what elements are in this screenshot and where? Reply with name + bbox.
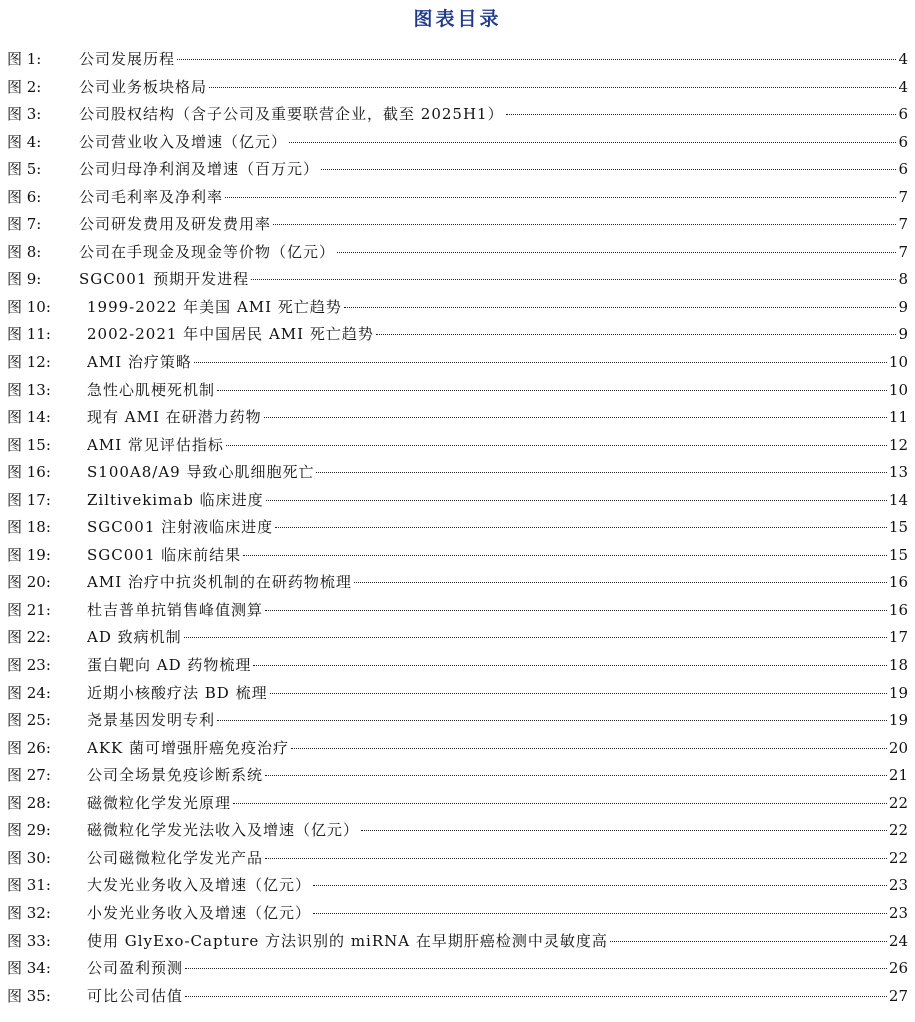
toc-entry-number: 图 12:: [7, 353, 51, 372]
toc-entry-number: 图 1:: [7, 50, 42, 68]
toc-entry-number: 图 18:: [7, 518, 51, 537]
toc-entry-number: 图 34:: [7, 959, 51, 978]
toc-entry[interactable]: [7, 762, 908, 790]
toc-entry-title[interactable]: 公司发展历程: [79, 50, 176, 68]
toc-entry-number: 图 9:: [7, 270, 42, 289]
toc-entry-page-number[interactable]: 15: [888, 545, 908, 564]
toc-entry-number: 图 27:: [7, 766, 51, 785]
toc-entry-number: 图 3:: [7, 105, 42, 124]
toc-entry[interactable]: [7, 872, 908, 900]
toc-dot-leader: [265, 775, 887, 776]
toc-entry-page-number[interactable]: 18: [888, 656, 908, 675]
toc-entry[interactable]: [7, 46, 908, 74]
toc-entry[interactable]: [7, 432, 908, 460]
toc-entry-page-number[interactable]: 13: [888, 463, 908, 482]
toc-entry-number: 图 26:: [7, 738, 51, 757]
toc-entry-title[interactable]: 杜吉普单抗销售峰值测算: [87, 600, 264, 619]
toc-dot-leader: [185, 996, 887, 997]
toc-entry-title[interactable]: 急性心肌梗死机制: [87, 380, 216, 399]
toc-entry-number: 图 24:: [7, 683, 51, 702]
toc-entry-number: 图 16:: [7, 463, 51, 482]
toc-entry[interactable]: [7, 101, 908, 129]
toc-entry[interactable]: [7, 377, 908, 405]
toc-dot-leader: [270, 693, 887, 694]
toc-entry-title[interactable]: 公司营业收入及增速（亿元）: [79, 132, 288, 151]
toc-entry-page-number[interactable]: 14: [888, 490, 908, 509]
toc-entry-page-number[interactable]: 16: [888, 573, 908, 592]
toc-dot-leader: [226, 445, 887, 446]
toc-entry-number: 图 15:: [7, 435, 51, 454]
toc-entry-page-number[interactable]: 4: [898, 50, 908, 68]
toc-dot-leader: [177, 59, 896, 60]
toc-entry-title[interactable]: 磁微粒化学发光原理: [87, 793, 232, 812]
toc-dot-leader: [289, 142, 896, 143]
toc-entry-number: 图 28:: [7, 793, 51, 812]
toc-entry-title[interactable]: 公司归母净利润及增速（百万元）: [79, 160, 320, 179]
toc-dot-leader: [185, 968, 887, 969]
toc-entry-title[interactable]: 公司在手现金及现金等价物（亿元）: [79, 242, 336, 261]
toc-entry-page-number[interactable]: 11: [888, 408, 908, 427]
toc-entry-page-number[interactable]: 21: [888, 766, 908, 785]
toc-entry-title[interactable]: 尧景基因发明专利: [87, 711, 216, 730]
toc-entry-title[interactable]: 1999-2022 年美国 AMI 死亡趋势: [87, 297, 342, 316]
toc-dot-leader: [264, 417, 887, 418]
toc-entry-page-number[interactable]: 19: [888, 683, 908, 702]
toc-entry-number: 图 11:: [7, 325, 51, 344]
toc-entry[interactable]: [7, 129, 908, 157]
toc-entry-title[interactable]: SGC001 临床前结果: [87, 545, 242, 564]
toc-entry-page-number[interactable]: 9: [898, 297, 908, 316]
toc-entry[interactable]: [7, 680, 908, 708]
toc-dot-leader: [194, 362, 887, 363]
toc-dot-leader: [253, 665, 887, 666]
toc-dot-leader: [251, 279, 896, 280]
toc-entry-page-number[interactable]: 23: [888, 876, 908, 895]
toc-entry[interactable]: [7, 349, 908, 377]
toc-entry-title[interactable]: 公司全场景免疫诊断系统: [87, 766, 264, 785]
toc-dot-leader: [265, 858, 887, 859]
toc-entry-number: 图 17:: [7, 490, 51, 509]
toc-entry[interactable]: [7, 487, 908, 515]
toc-entry-number: 图 19:: [7, 545, 51, 564]
toc-dot-leader: [233, 803, 887, 804]
toc-entry-number: 图 8:: [7, 242, 42, 261]
toc-entry-title[interactable]: 公司磁微粒化学发光产品: [87, 848, 264, 867]
toc-entry[interactable]: [7, 211, 908, 239]
toc-entry-page-number[interactable]: 22: [888, 793, 908, 812]
toc-entry-title[interactable]: 使用 GlyExo-Capture 方法识别的 miRNA 在早期肝癌检测中灵敏度高: [87, 931, 608, 950]
toc-entry-page-number[interactable]: 22: [888, 821, 908, 840]
toc-entry-page-number[interactable]: 15: [888, 518, 908, 537]
toc-entry-number: 图 13:: [7, 380, 51, 399]
toc-entry[interactable]: [7, 74, 908, 102]
toc-entry-number: 图 6:: [7, 187, 42, 206]
toc-entry-page-number[interactable]: 6: [898, 105, 908, 124]
toc-dot-leader: [354, 582, 887, 583]
toc-entry-page-number[interactable]: 10: [888, 380, 908, 399]
toc-entry-number: 图 29:: [7, 821, 51, 840]
toc-entry[interactable]: [7, 184, 908, 212]
toc-entry[interactable]: [7, 955, 908, 983]
toc-entry-number: 图 2:: [7, 77, 42, 96]
toc-entry-page-number[interactable]: 10: [888, 353, 908, 372]
toc-entry[interactable]: [7, 928, 908, 956]
toc-dot-leader: [243, 555, 887, 556]
toc-entry[interactable]: [7, 790, 908, 818]
toc-entry[interactable]: [7, 404, 908, 432]
toc-entry-title[interactable]: AMI 治疗中抗炎机制的在研药物梳理: [87, 573, 352, 592]
toc-entry-number: 图 4:: [7, 132, 42, 151]
toc-entry-page-number[interactable]: 20: [888, 738, 908, 757]
figure-toc-list: [7, 46, 908, 1010]
toc-entry[interactable]: [7, 514, 908, 542]
toc-entry-number: 图 22:: [7, 628, 51, 647]
toc-entry-page-number[interactable]: 6: [898, 160, 908, 179]
toc-dot-leader: [217, 390, 887, 391]
toc-entry-title[interactable]: AKK 菌可增强肝癌免疫治疗: [87, 738, 290, 757]
toc-dot-leader: [337, 252, 896, 253]
toc-entry-title[interactable]: AMI 治疗策略: [87, 353, 192, 372]
toc-entry-page-number[interactable]: 7: [898, 215, 908, 234]
toc-dot-leader: [209, 87, 896, 88]
toc-entry-page-number[interactable]: 23: [888, 903, 908, 922]
page-title: 图表目录: [413, 8, 502, 30]
toc-entry-number: 图 31:: [7, 876, 51, 895]
toc-dot-leader: [273, 224, 896, 225]
toc-dot-leader: [321, 169, 896, 170]
toc-entry-number: 图 35:: [7, 986, 51, 1005]
toc-entry-page-number[interactable]: 26: [888, 959, 908, 978]
toc-entry-title[interactable]: 公司毛利率及净利率: [79, 187, 224, 206]
toc-entry-number: 图 33:: [7, 931, 51, 950]
toc-dot-leader: [291, 748, 887, 749]
toc-entry-title[interactable]: 近期小核酸疗法 BD 梳理: [87, 683, 268, 702]
toc-entry-number: 图 30:: [7, 848, 51, 867]
toc-entry-page-number[interactable]: 9: [898, 325, 908, 344]
toc-dot-leader: [266, 500, 887, 501]
toc-dot-leader: [316, 472, 886, 473]
toc-entry[interactable]: [7, 900, 908, 928]
toc-entry-title[interactable]: AMI 常见评估指标: [87, 435, 224, 454]
toc-entry[interactable]: [7, 707, 908, 735]
toc-entry-number: 图 7:: [7, 215, 42, 234]
toc-entry-title[interactable]: S100A8/A9 导致心肌细胞死亡: [87, 463, 315, 482]
toc-entry[interactable]: [7, 845, 908, 873]
toc-entry-page-number[interactable]: 22: [888, 848, 908, 867]
toc-entry-page-number[interactable]: 19: [888, 711, 908, 730]
toc-entry[interactable]: [7, 735, 908, 763]
toc-entry-number: 图 20:: [7, 573, 51, 592]
toc-entry-page-number[interactable]: 12: [888, 435, 908, 454]
toc-entry-title[interactable]: 公司盈利预测: [87, 959, 184, 978]
toc-dot-leader: [275, 527, 887, 528]
toc-entry-title[interactable]: SGC001 预期开发进程: [79, 270, 250, 289]
toc-dot-leader: [313, 885, 887, 886]
toc-entry[interactable]: [7, 239, 908, 267]
toc-entry-title[interactable]: 大发光业务收入及增速（亿元）: [87, 876, 312, 895]
toc-dot-leader: [313, 913, 887, 914]
toc-dot-leader: [610, 941, 887, 942]
toc-dot-leader: [506, 114, 896, 115]
toc-entry[interactable]: [7, 542, 908, 570]
toc-entry-title[interactable]: 公司股权结构（含子公司及重要联营企业，截至 2025H1）: [79, 105, 504, 124]
toc-entry-title[interactable]: SGC001 注射液临床进度: [87, 518, 274, 537]
toc-entry-title[interactable]: 现有 AMI 在研潜力药物: [87, 408, 262, 427]
toc-entry-number: 图 14:: [7, 408, 51, 427]
toc-entry-title[interactable]: AD 致病机制: [87, 628, 182, 647]
toc-dot-leader: [376, 334, 896, 335]
toc-entry-number: 图 25:: [7, 711, 51, 730]
toc-entry[interactable]: [7, 156, 908, 184]
toc-dot-leader: [217, 720, 887, 721]
toc-dot-leader: [344, 307, 896, 308]
toc-entry[interactable]: [7, 321, 908, 349]
toc-entry[interactable]: [7, 266, 908, 294]
toc-dot-leader: [265, 610, 887, 611]
toc-entry-title[interactable]: 可比公司估值: [87, 986, 184, 1005]
toc-entry-page-number[interactable]: 7: [898, 242, 908, 261]
toc-entry[interactable]: [7, 817, 908, 845]
toc-entry-page-number[interactable]: 6: [898, 132, 908, 151]
toc-dot-leader: [225, 197, 896, 198]
toc-entry-number: 图 10:: [7, 297, 51, 316]
toc-entry-number: 图 21:: [7, 600, 51, 619]
toc-dot-leader: [361, 830, 887, 831]
toc-entry-page-number[interactable]: 16: [888, 600, 908, 619]
toc-entry[interactable]: [7, 652, 908, 680]
toc-entry[interactable]: [7, 624, 908, 652]
toc-entry-title[interactable]: 小发光业务收入及增速（亿元）: [87, 903, 312, 922]
toc-entry-title[interactable]: 公司研发费用及研发费用率: [79, 215, 272, 234]
toc-entry-page-number[interactable]: 24: [888, 931, 908, 950]
toc-entry-title[interactable]: 公司业务板块格局: [79, 77, 208, 96]
toc-entry-number: 图 5:: [7, 160, 42, 179]
toc-entry-page-number[interactable]: 27: [888, 986, 908, 1005]
toc-entry[interactable]: [7, 983, 908, 1011]
toc-entry-page-number[interactable]: 4: [898, 77, 908, 96]
toc-entry-page-number[interactable]: 7: [898, 187, 908, 206]
toc-dot-leader: [184, 637, 887, 638]
toc-entry-page-number[interactable]: 8: [898, 270, 908, 289]
toc-entry-number: 图 23:: [7, 656, 51, 675]
toc-entry-title[interactable]: 磁微粒化学发光法收入及增速（亿元）: [87, 821, 360, 840]
toc-entry[interactable]: [7, 569, 908, 597]
toc-entry[interactable]: [7, 459, 908, 487]
toc-entry-page-number[interactable]: 17: [888, 628, 908, 647]
toc-entry[interactable]: [7, 294, 908, 322]
toc-entry[interactable]: [7, 597, 908, 625]
toc-entry-title[interactable]: 2002-2021 年中国居民 AMI 死亡趋势: [87, 325, 374, 344]
toc-entry-title[interactable]: Ziltivekimab 临床进度: [87, 490, 264, 509]
toc-entry-title[interactable]: 蛋白靶向 AD 药物梳理: [87, 656, 252, 675]
toc-entry-number: 图 32:: [7, 903, 51, 922]
